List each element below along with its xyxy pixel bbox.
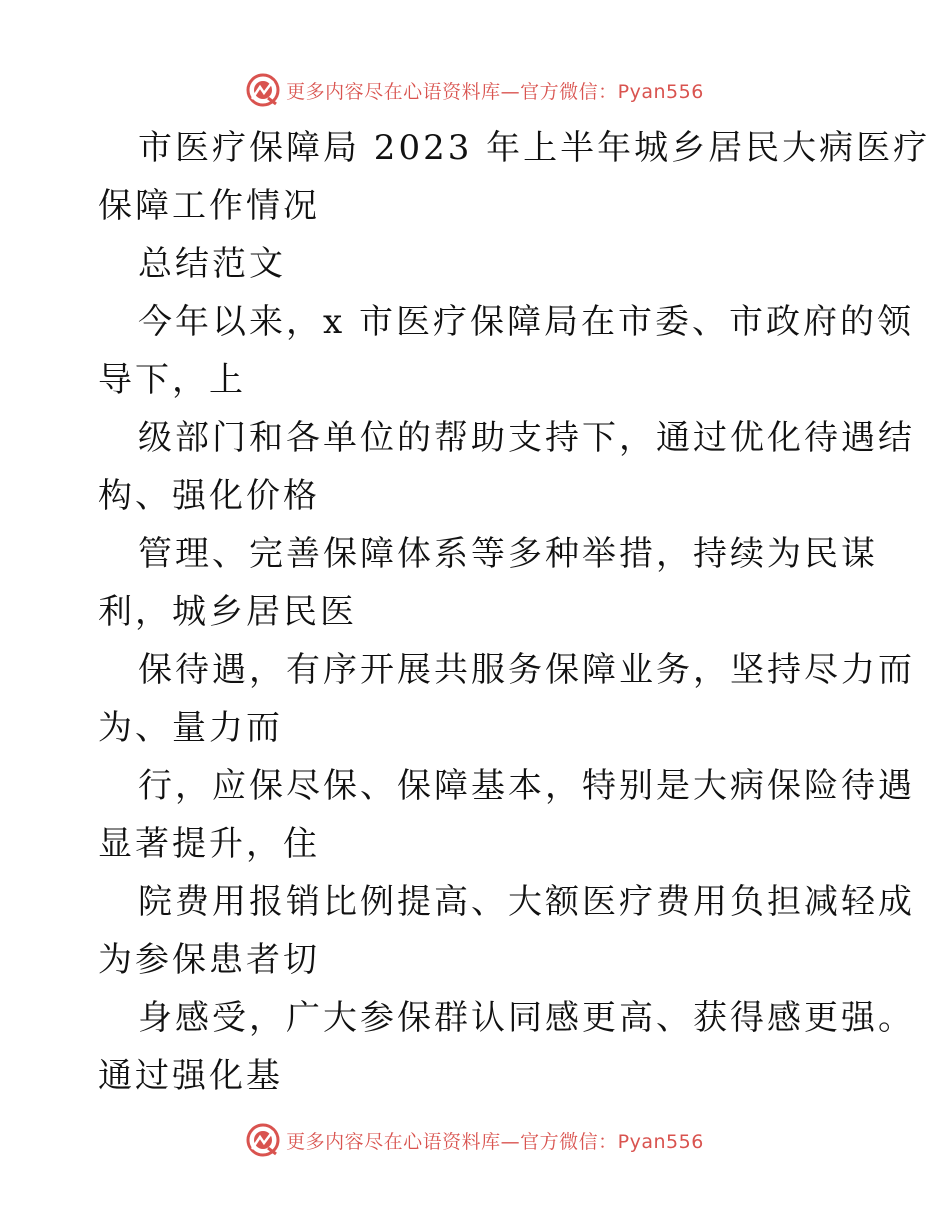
doc-line: 通过强化基 xyxy=(98,1056,283,1096)
coin-ribbon-logo-icon xyxy=(246,73,280,107)
header-banner-content xyxy=(246,73,704,107)
header-banner xyxy=(0,70,950,110)
doc-line: 市医疗保障局 2023 年上半年城乡居民大病医疗 xyxy=(138,128,931,168)
doc-line: 保待遇，有序开展共服务保障业务，坚持尽力而 xyxy=(138,650,915,690)
footer-banner xyxy=(0,1120,950,1160)
doc-line: 院费用报销比例提高、大额医疗费用负担减轻成 xyxy=(138,882,915,922)
doc-line: 导下，上 xyxy=(98,360,246,400)
doc-line: 管理、完善保障体系等多种举措，持续为民谋 xyxy=(138,534,878,574)
doc-line: 行，应保尽保、保障基本，特别是大病保险待遇 xyxy=(138,766,915,806)
doc-line: 保障工作情况 xyxy=(98,186,320,226)
doc-line: 显著提升，住 xyxy=(98,824,320,864)
coin-ribbon-logo-icon xyxy=(246,1123,280,1157)
doc-line: 级部门和各单位的帮助支持下，通过优化待遇结 xyxy=(138,418,915,458)
doc-line: 构、强化价格 xyxy=(98,476,320,516)
header-banner-text: 更多内容尽在心语资料库—官方微信：Pyan556 xyxy=(286,80,704,103)
doc-line: 总结范文 xyxy=(138,244,286,284)
doc-line: 利，城乡居民医 xyxy=(98,592,357,632)
doc-line: 身感受，广大参保群认同感更高、获得感更强。 xyxy=(138,998,915,1038)
doc-line: 今年以来，x 市医疗保障局在市委、市政府的领 xyxy=(138,302,914,342)
footer-banner-text: 更多内容尽在心语资料库—官方微信：Pyan556 xyxy=(286,1130,704,1153)
footer-banner-content xyxy=(246,1123,704,1157)
doc-line: 为、量力而 xyxy=(98,708,283,748)
doc-line: 为参保患者切 xyxy=(98,940,320,980)
